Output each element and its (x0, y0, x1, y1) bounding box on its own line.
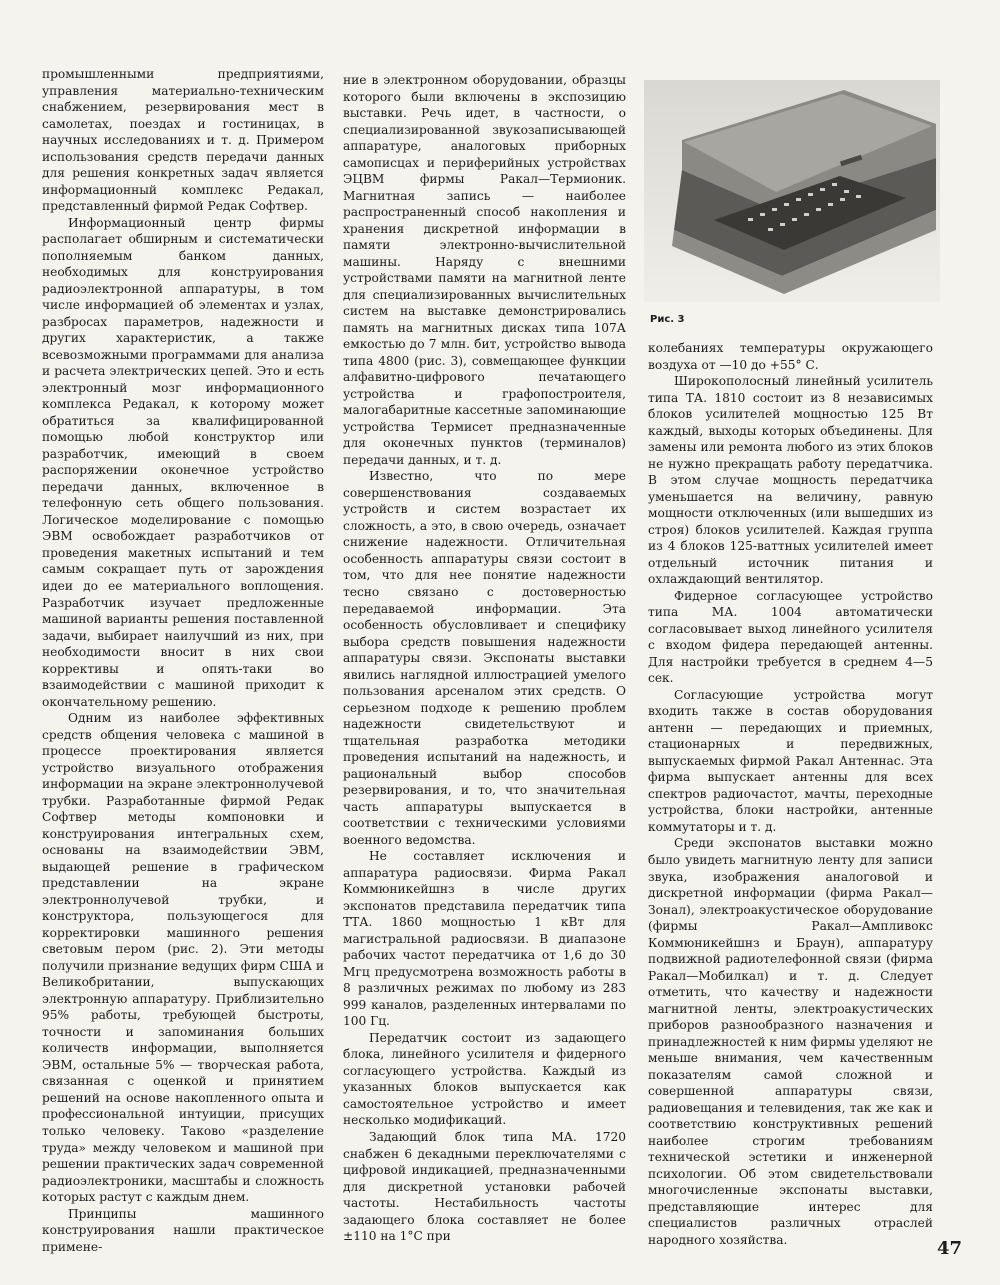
paragraph: Не составляет исключения и аппаратура радиосвязи. Фирма Ракал Коммюникейшнз в числе других экспонатов представила передатчик типа ТТА. 1860 мощностью 1 кВт для магистральной радиосвязи. В диапазоне рабочих частот передатчика от 1,6 до 30 Мгц предусмотрена возможность работы в 8 различных режимах по любому из 283 999 каналов, разделенных интервалами по 100 Гц. (343, 849, 626, 1029)
paragraph: ние в электронном оборудовании, образцы которого были включены в экспозицию выставки. Речь идет, в частности, о специализированной звукозаписывающей аппаратуре, аналоговых приборных самописцах и периферийных устройствах ЭЦВМ фирмы Ракал—Термионик. Магнитная запись — наиболее распространенный способ накопления и хранения дискретной информации в памяти электронно-вычислительной машины. Наряду с внешними устройствами памяти на магнитной ленте для специализированных вычислительных систем на выставке демонстрировались память на магнитных дисках типа 107А емкостью до 7 млн. бит, устройство вывода типа 4800 (рис. 3), совмещающее функции алфавитно-цифрового печатающего устройства и графопостроителя, малогабаритные кассетные запоминающие устройства Термисет предназначенные для оконечных пунктов (терминалов) передачи данных, и т. д. (343, 73, 626, 467)
paragraph: Известно, что по мере совершенствования создаваемых устройств и систем возрастает их сложность, а это, в свою очередь, означает снижение надежности. Отличительная особенность аппаратуры связи состоит в том, что для нее понятие надежности тесно связано с достоверностью передаваемой информации. Эта особенность обусловливает и специфику выбора средств повышения надежности аппаратуры связи. Экспонаты выставки явились наглядной иллюстрацией умелого пользования арсеналом этих средств. О серьезном подходе к решению проблем надежности свидетельствуют и тщательная разработка методики проведения испытаний на надежность, и рациональный выбор способов резервирования, и то, что значительная часть аппаратуры выпускается в соответствии с техническими условиями военного ведомства. (343, 469, 626, 847)
paragraph: Фидерное согласующее устройство типа МА. 1004 автоматически согласовывает выход линейного усилителя с входом фидера передающей антенны. Для настройки требуется в среднем 4—5 сек. (648, 588, 933, 686)
text-column-2 (343, 72, 626, 1245)
paragraph: Принципы машинного конструирования нашли практическое примене- (42, 1206, 324, 1254)
paragraph: Широкополосный линейный усилитель типа ТА. 1810 состоит из 8 независимых блоков усилителей мощностью 125 Вт каждый, выходы которых объединены. Для замены или ремонта любого из этих блоков не нужно прекращать работу передатчика. В этом случае мощность передатчика уменьшается на величину, равную мощности отключенных (или вышедших из строя) блоков усилителей. Каждая группа из 4 блоков 125-ваттных усилителей имеет отдельный источник питания и охлаждающий вентилятор. (648, 374, 933, 587)
figure-caption: Рис. 3 (650, 314, 685, 325)
paragraph: колебаниях температуры окружающего воздуха от —10 до +55° С. (648, 341, 933, 372)
paragraph: Информационный центр фирмы располагает обширным и систематически пополняемым банком данных, необходимых для конструирования радиоэлектронной аппаратуры, в том числе информацией об элементах и узлах, разбросах параметров, надежности и других характеристик, а также всевозможными программами для анализа и расчета электрических цепей. Это и есть электронный мозг информационного комплекса Редакал, к которому может обратиться за квалифицированной помощью любой конструктор или разработчик, имеющий в своем распоряжении оконечное устройство передачи данных, включенное в телефонную сеть общего пользования. Логическое моделирование с помощью ЭВМ освобождает разработчиков от проведения макетных испытаний и тем самым сокращает путь от зарождения идеи до ее материального воплощения. Разработчик изучает предложенные машиной варианты решения поставленной задачи, выбирает наилучший из них, при необходимости вносит в них свои коррективы и опять-таки во взаимодействии с машиной приходит к окончательному решению. (42, 215, 324, 709)
paragraph: Среди экспонатов выставки можно было увидеть магнитную ленту для записи звука, изображения аналоговой и дискретной информации (фирма Ракал—Зонал), электроакустическое оборудование (фирмы Ракал—Ампливокс Коммюникейшнз и Браун), аппаратуру подвижной радиотелефонной связи (фирма Ракал—Мобилкал) и т. д. Следует отметить, что качеству и надежности магнитной ленты, электроакустических приборов разнообразного назначения и принадлежностей к ним фирмы уделяют не меньше внимания, чем качественным показателям самой сложной и совершенной аппаратуры связи, радиовещания и телевидения, так же как и соответствию конструктивных решений наиболее строгим требованиям технической эстетики и инженерной психологии. Об этом свидетельствовали многочисленные экспонаты выставки, представляющие интерес для специалистов различных отраслей народного хозяйства. (648, 836, 933, 1247)
paragraph: Согласующие устройства могут входить также в состав оборудования антенн — передающих и приемных, стационарных и передвижных, выпускаемых фирмой Ракал Антеннас. Эта фирма выпускает антенны для всех спектров радиочастот, мачты, переходные устройства, блоки настройки, антенные коммутаторы и т. д. (648, 687, 933, 834)
paragraph: промышленными предприятиями, управления материально-техническим снабжением, резервирования мест в самолетах, поездах и гостиницах, в научных исследованиях и т. д. Примером использования средств передачи данных для решения конкретных задач является информационный комплекс Редакал, представленный фирмой Редак Софтвер. (42, 67, 324, 214)
paragraph: Задающий блок типа МА. 1720 снабжен 6 декадными переключателями с цифровой индикацией, предназначенными для дискретной установки рабочей частоты. Нестабильность частоты задающего блока составляет не более ±110 на 1°С при (343, 1130, 626, 1244)
text-column-3 (648, 340, 933, 1248)
paragraph: Передатчик состоит из задающего блока, линейного усилителя и фидерного согласующего устройства. Каждый из указанных блоков выпускается как самостоятельное устройство и имеет несколько модификаций. (343, 1030, 626, 1128)
text-column-1 (42, 66, 324, 1255)
paragraph: Одним из наиболее эффективных средств общения человека с машиной в процессе проектирования является устройство визуального отображения информации на экране электроннолучевой трубки. Разработанные фирмой Редак Софтвер методы компоновки и конструирования интегральных схем, основаны на взаимодействии ЭВМ, выдающей решение в графическом представлении на экране электроннолучевой трубки, и конструктора, пользующегося для корректировки машинного решения световым пером (рис. 2). Эти методы получили признание ведущих фирм США и Великобритании, выпускающих электронную аппаратуру. Приблизительно 95% работы, требующей быстроты, точности и запоминания больших количеств информации, выполняется ЭВМ, остальные 5% — творческая работа, связанная с оценкой и принятием решений на основе накопленного опыта и профессиональной интуиции, присущих только человеку. Таково «разделение труда» между человеком и машиной при решении практических задач современной радиоэлектроники, масштабы и сложность которых растут с каждым днем. (42, 711, 324, 1205)
figure-photo-output-device (644, 80, 940, 302)
page-number: 47 (936, 1238, 962, 1259)
